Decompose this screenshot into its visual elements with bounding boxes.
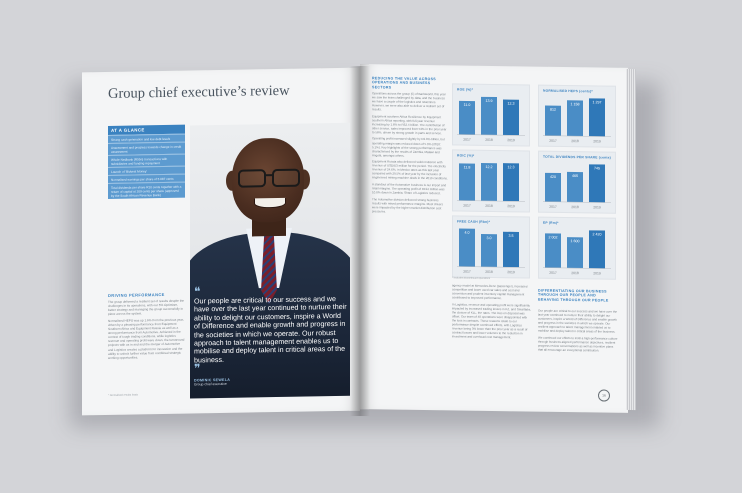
kpi-chart — [452, 149, 530, 212]
chart-title: ROIC (%)* — [457, 153, 475, 158]
chart-data-label: 1 600 — [570, 239, 580, 244]
chart-tick-label: 2018 — [571, 205, 579, 210]
left-page — [82, 68, 360, 416]
chart-data-label: 1 297 — [592, 100, 602, 105]
col3-heading: DIFFERENTIATING OUR BUSINESS THROUGH OUR PEOPLE AND BEHAVING THROUGH OUR PEOPLE — [538, 288, 609, 303]
paragraph: We continued our efforts to instil a high-performance culture through business aligned performance objectives, resilient progress review conversations as well as incentive plans that all encourage an exceptional contribution. — [538, 335, 618, 353]
chart-title: NORMALISED HEPS (cents)* — [543, 88, 593, 94]
paragraph: The Automotive division delivered strong business results with mixed performance margins. Most drivers were impacted by the higher market distribution cost pressures. — [372, 196, 444, 214]
quote-author-role: Group chief executive — [194, 382, 227, 387]
open-quote-icon: ❝ — [194, 284, 201, 299]
chart-plot — [453, 216, 529, 277]
chart-tick-label: 2019 — [593, 205, 601, 210]
chart-data-label: 420 — [550, 174, 556, 179]
paragraph: Our people are critical to our success and we have over the last year continued to nurture their ability to delight our customers, inspire a World of Difference and enable growth and progress in the societies in which we operate. Our resilient approach to talent management enabled us to mobilise and deploy talent in critical areas of the business. — [538, 308, 618, 334]
right-page — [360, 64, 628, 413]
glance-item: Strong cash generation and low debt levels — [108, 134, 185, 143]
chart-tick-label: 2018 — [485, 269, 493, 274]
chart-data-label: 3.0 — [486, 236, 492, 241]
chart-plot — [539, 86, 615, 147]
kpi-charts — [452, 83, 620, 285]
paragraph: A standout of the Automotive business is our import and retail margins. The operating profit of R194 million was 10.8% down in Zambia. Share of Logistics reduced. — [372, 182, 447, 196]
glance-item: Total dividends per share R10 cents together with a return of capital at 209 cents per share (approved by the South African Revenue Bank) — [108, 182, 185, 199]
chart-data-label: 11.8 — [463, 165, 471, 170]
paragraph: In Logistics, revenue and operating profit were significantly impacted by increased trading losses in KZ, and Smartlabs, the closure of KLL, the rates. The loss on disposal was offset. Our team of 48 operations were disappointed with the loss in contracts. These reasons relate to our performance despite continued efforts, with Logistics revenue being 3% lower than the prior year as a result of contract losses and lower volumes to the reduction in investment and overhead cost management. — [452, 302, 532, 340]
chart-title: ROE (%)* — [457, 87, 474, 92]
chart-plot — [539, 152, 615, 213]
kpi-chart — [538, 151, 616, 214]
paragraph: Operating profit increased slightly by R2.8% billion, but operating margin was reduced down of 5.0% (2018: 5.1%). Key highlights of the strong performance was characterised by the results of Zambia, Malawi and Angola, amongst others. — [372, 136, 445, 158]
page-title: Group chief executive’s review — [108, 82, 290, 102]
portrait-glasses — [238, 169, 300, 186]
col2-text — [452, 283, 532, 342]
chart-title: FREE CASH (Rbn)* — [457, 219, 491, 224]
page-stack-edge — [626, 69, 636, 410]
spine-gutter — [350, 66, 370, 416]
col1-heading: REDUCING THE VALUE ACROSS OPERATIONS AND BUSINESS SECTORS — [372, 76, 437, 90]
chart-tick-label: 2018 — [485, 137, 493, 142]
chart-tick-label: 2017 — [549, 270, 557, 275]
chart-tick-label: 2019 — [507, 204, 515, 209]
glance-item: Whole Nedbank (R5bn) transactions with subsidiaries and funding repayment — [108, 154, 185, 167]
chart-data-label: 812 — [550, 107, 556, 112]
chart-data-label: 2 420 — [592, 232, 602, 237]
close-quote-icon: ❞ — [194, 361, 201, 376]
chart-tick-label: 2017 — [549, 204, 557, 209]
glance-item: Assessment and progress towards change in credit assessment — [108, 142, 185, 155]
chart-data-label: 4.0 — [464, 230, 470, 235]
chart-plot — [453, 150, 529, 211]
chart-tick-label: 2018 — [571, 271, 579, 276]
chart-tick-label: 2019 — [593, 271, 601, 276]
col3-text — [538, 309, 618, 356]
chart-data-label: 12.3 — [507, 165, 515, 170]
chart-title: TOTAL DIVIDENDS PER SHARE (cents) — [543, 154, 611, 160]
chart-data-label: 11.0 — [463, 102, 471, 108]
paragraph: Equipment southern Africa Resilience by Equipment southern Africa reporting, with full-year revenue increasing by 1.6% to R32.4 billion. The contribution of other service, sales improved from 53% in the prior year to 56%, driven by strong growth in parts and service. — [372, 114, 447, 136]
paragraph: Normalised HEPS was up 1.6% from the previous year, driven by a pleasing performance from Equipment Southern Africa and Equipment Russia as well as a strong performance from Automotive. Achieved in the context of tough trading conditions, while logistics revenue and operating profit were down, the turnaround projects with us in and and the merger of Automotive and Logistics creates a platform for innovation and the ability to unlock further value from combined strategic working opportunities. — [108, 317, 185, 360]
page-number: 16 — [598, 389, 610, 401]
quote-text: Our people are critical to our success and we have over the last year continued to nurture their ability to delight our customers, inspire a World of Difference and enable growth and progress in the societies in which we operate. Our robust approach to talent management enables us to mobilise and deploy talent in critical areas of the business. — [194, 294, 347, 365]
chart-tick-label: 2019 — [507, 138, 515, 143]
ceo-quote — [194, 285, 348, 387]
chart-tick-label: 2018 — [571, 139, 579, 144]
chart-data-label: 13.9 — [485, 98, 493, 103]
driving-performance-text — [108, 299, 186, 363]
chart-data-label: 1 158 — [570, 102, 580, 107]
chart-data-label: 12.2 — [485, 165, 493, 170]
at-a-glance-box — [108, 125, 185, 199]
chart-data-label: 2 002 — [548, 235, 558, 240]
col1-text — [372, 91, 448, 216]
chart-data-label: 465 — [572, 173, 578, 179]
chart-footnote: * Includes discontinued operations — [452, 276, 491, 280]
paragraph: agency model at Mercedes-Benz (passenger), increased competition and lower used car sales and cost and conversion and prudent inventory capital management contributed to improved performance. — [452, 283, 528, 301]
paragraph: Equipment Russia also delivered solid resilience with revenue of US$453 million for the period. The electricity revenue of 24.6%, in Mexico rates as this last year compared with 29.5% of last year by the inclusion of engineered mining machine deals in the 2019 conditions. — [372, 159, 448, 181]
chart-tick-label: 2017 — [463, 203, 471, 208]
paragraph: The group delivered a resilient set of results despite the challenges in its operations, with our 5% Optimism, better strategy and managing the group successfully in place across the system. — [108, 298, 185, 317]
ceo-portrait — [190, 123, 350, 399]
at-a-glance-heading: AT A GLANCE — [108, 125, 185, 135]
chart-title: EP (Rm)* — [543, 220, 559, 225]
chart-tick-label: 2018 — [485, 203, 493, 208]
chart-data-label: 12.3 — [507, 101, 515, 106]
chart-plot — [453, 84, 529, 145]
kpi-chart — [538, 217, 616, 280]
glance-item: Normalised earnings per share of 5 087 cents — [108, 174, 185, 183]
chart-plot — [539, 218, 615, 279]
chart-data-label: 745 — [594, 166, 600, 171]
kpi-chart — [452, 83, 530, 146]
kpi-chart — [538, 85, 616, 148]
chart-tick-label: 2017 — [463, 137, 471, 142]
driving-performance-heading: DRIVING PERFORMANCE — [108, 291, 165, 298]
kpi-chart — [452, 215, 530, 278]
chart-tick-label: 2017 — [549, 138, 557, 143]
quote-author-name: DOMINIC SEWELA — [194, 378, 231, 383]
chart-tick-label: 2019 — [507, 270, 515, 275]
glance-item: Launch of ‘Bidvest Money’ — [108, 166, 185, 175]
footnote: * Normalised results basis — [108, 393, 138, 397]
chart-tick-label: 2017 — [463, 269, 471, 274]
chart-data-label: 3.5 — [508, 233, 514, 238]
paragraph: Operations across the group (5) of Barloworld, this year we saw the team challenged by data, and the business we have a couple of the logistics and retail lines. However, we were also able to deliver a resilient set of results. — [372, 91, 446, 112]
chart-tick-label: 2019 — [593, 139, 601, 144]
